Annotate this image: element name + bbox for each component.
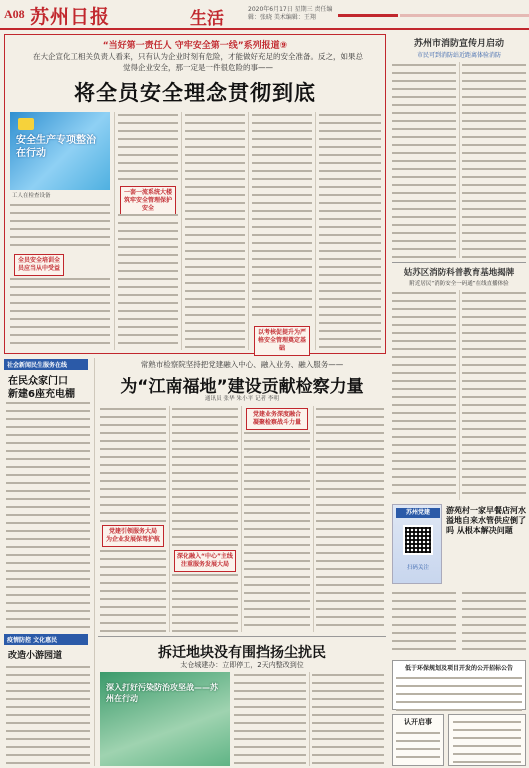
column-rule: [313, 406, 314, 632]
pull-quote: 党建业务深度融合 凝聚检察战斗力量: [246, 408, 308, 430]
mid-text-3: [244, 430, 310, 632]
right-text-2b: [462, 290, 526, 500]
photo-title: 安全生产专项整治在行动: [16, 135, 96, 159]
section-tag: 疫情防控 文化惠民: [4, 634, 88, 645]
notice-ad-small: [392, 714, 444, 766]
lead-kicker: 在大企宣化工相关负责人看来，只有认为企业时刻有危险，才能做好充足的安全准备。反之，如果总觉得企业安全，那一定是一件很危险的事——: [33, 52, 363, 72]
left-headline-3: 改造小游园道: [8, 651, 63, 661]
right-mid-text-b: [462, 590, 526, 656]
right-top-text-b: [462, 62, 526, 258]
column-rule: [309, 672, 310, 766]
series-label: “当好第一责任人 守牢安全第一线”系列报道⑨: [102, 41, 288, 51]
column-rule: [315, 112, 316, 350]
publication-date: 2020年6月17日 星期三 责任编辑：张晓 美术编辑：王翔: [248, 6, 333, 21]
right-top-headline: 苏州市消防宣传月启动: [413, 39, 504, 49]
ad-small-title: 认开启事: [404, 718, 432, 726]
lead-headline: 将全员安全理念贯彻到底: [74, 81, 316, 105]
lead-photo: [10, 112, 110, 190]
left-bottom-text: [6, 664, 90, 764]
badge-icon: [18, 118, 34, 130]
pull-quote: 党建引领服务大局 为企业发展保驾护航: [102, 525, 164, 547]
right-mid-headline: 游苑村一家早餐店河水溢地自来水管供应倒了吗 从根本解决问题: [446, 506, 526, 535]
mid-kicker: 常熟市检察院坚持把党建融入中心、融入业务、融入服务——: [140, 360, 344, 369]
mid-text-1: [100, 406, 166, 522]
notice-ad-right: [448, 714, 526, 766]
bottom-photo: [100, 672, 230, 766]
bottom-photo-caption: 深入打好污染防治攻坚战——苏州在行动: [106, 683, 218, 703]
right-mid-text-a: [392, 590, 456, 656]
right-top-text-a: [392, 62, 456, 258]
lead-text-col5: [319, 112, 381, 350]
lead-text-col4: [252, 112, 312, 322]
mid-text-2b: [172, 572, 238, 632]
bottom-subhead: 太仓城建办：立即停工，2天内整改到位: [180, 661, 304, 669]
right-text-2a: [392, 290, 456, 500]
ad-text: [396, 675, 522, 713]
right-headline-2: 姑苏区消防科普教育基地揭牌: [403, 268, 515, 278]
pull-quote: 全员安全培训全员应当从中受益: [14, 254, 64, 276]
lead-text-col2: [118, 112, 178, 182]
bottom-headline: 拆迁地块没有围挡扬尘扰民: [158, 645, 326, 661]
pull-quote: 深化融入“中心”主线 注重服务发展大局: [174, 550, 236, 572]
paper-name: 苏州日报: [30, 6, 111, 28]
section-name: 生活: [190, 9, 224, 29]
bottom-text-b: [312, 672, 384, 766]
lead-photo-caption: 工人在检查设备: [12, 193, 51, 199]
column-rule: [459, 290, 460, 500]
section-tag: 社会新闻民生服务在线: [4, 359, 88, 370]
mid-text-4: [316, 406, 384, 632]
column-rule: [94, 358, 95, 766]
divider: [392, 262, 526, 263]
promo-brand: 苏州党建: [396, 508, 440, 518]
mid-text-1b: [100, 548, 166, 632]
mid-byline: 通讯员 张华 朱小平 记者 李明: [204, 396, 280, 402]
right-subhead-2: 附近居民“消防安全一码通”在线直播体验: [409, 281, 509, 287]
lead-text-col3: [185, 112, 245, 350]
column-rule: [459, 62, 460, 258]
qr-code-icon[interactable]: [403, 525, 433, 555]
public-notice-ad: [392, 660, 526, 710]
ad-title: 低于环保规划及项目开发的公开招标公告: [404, 665, 513, 672]
divider: [98, 636, 386, 637]
ad-small-text: [396, 730, 440, 764]
masthead-stripe: [338, 14, 398, 17]
right-top-subhead: 市民可到消防站近距离体验消防: [416, 52, 501, 59]
promo-caption: 扫码关注: [406, 565, 429, 571]
masthead-stripe: [400, 14, 529, 17]
column-rule: [181, 112, 182, 350]
mid-text-2: [172, 406, 238, 546]
promo-box: [392, 504, 442, 584]
column-rule: [241, 406, 242, 632]
pull-quote: 一套一流系统大楼筑牢安全管理保护安全: [120, 186, 176, 216]
column-rule: [169, 406, 170, 632]
lead-intro-text: [10, 202, 110, 250]
left-mid-text: [6, 400, 90, 630]
lead-text-col2b: [118, 212, 178, 350]
lead-text-col1: [10, 276, 110, 350]
column-rule: [248, 112, 249, 350]
left-headline-2: 新建6座充电棚: [8, 389, 75, 400]
column-rule: [114, 112, 115, 350]
bottom-text-a: [234, 672, 306, 766]
mid-headline: 为“江南福地”建设贡献检察力量: [120, 377, 364, 397]
page-number: A08: [4, 7, 25, 21]
left-headline-1: 在民众家门口: [8, 376, 68, 387]
pull-quote: 以考核促提升为严格安全管理奠定基础: [254, 326, 310, 356]
ad-right-text: [453, 719, 521, 763]
